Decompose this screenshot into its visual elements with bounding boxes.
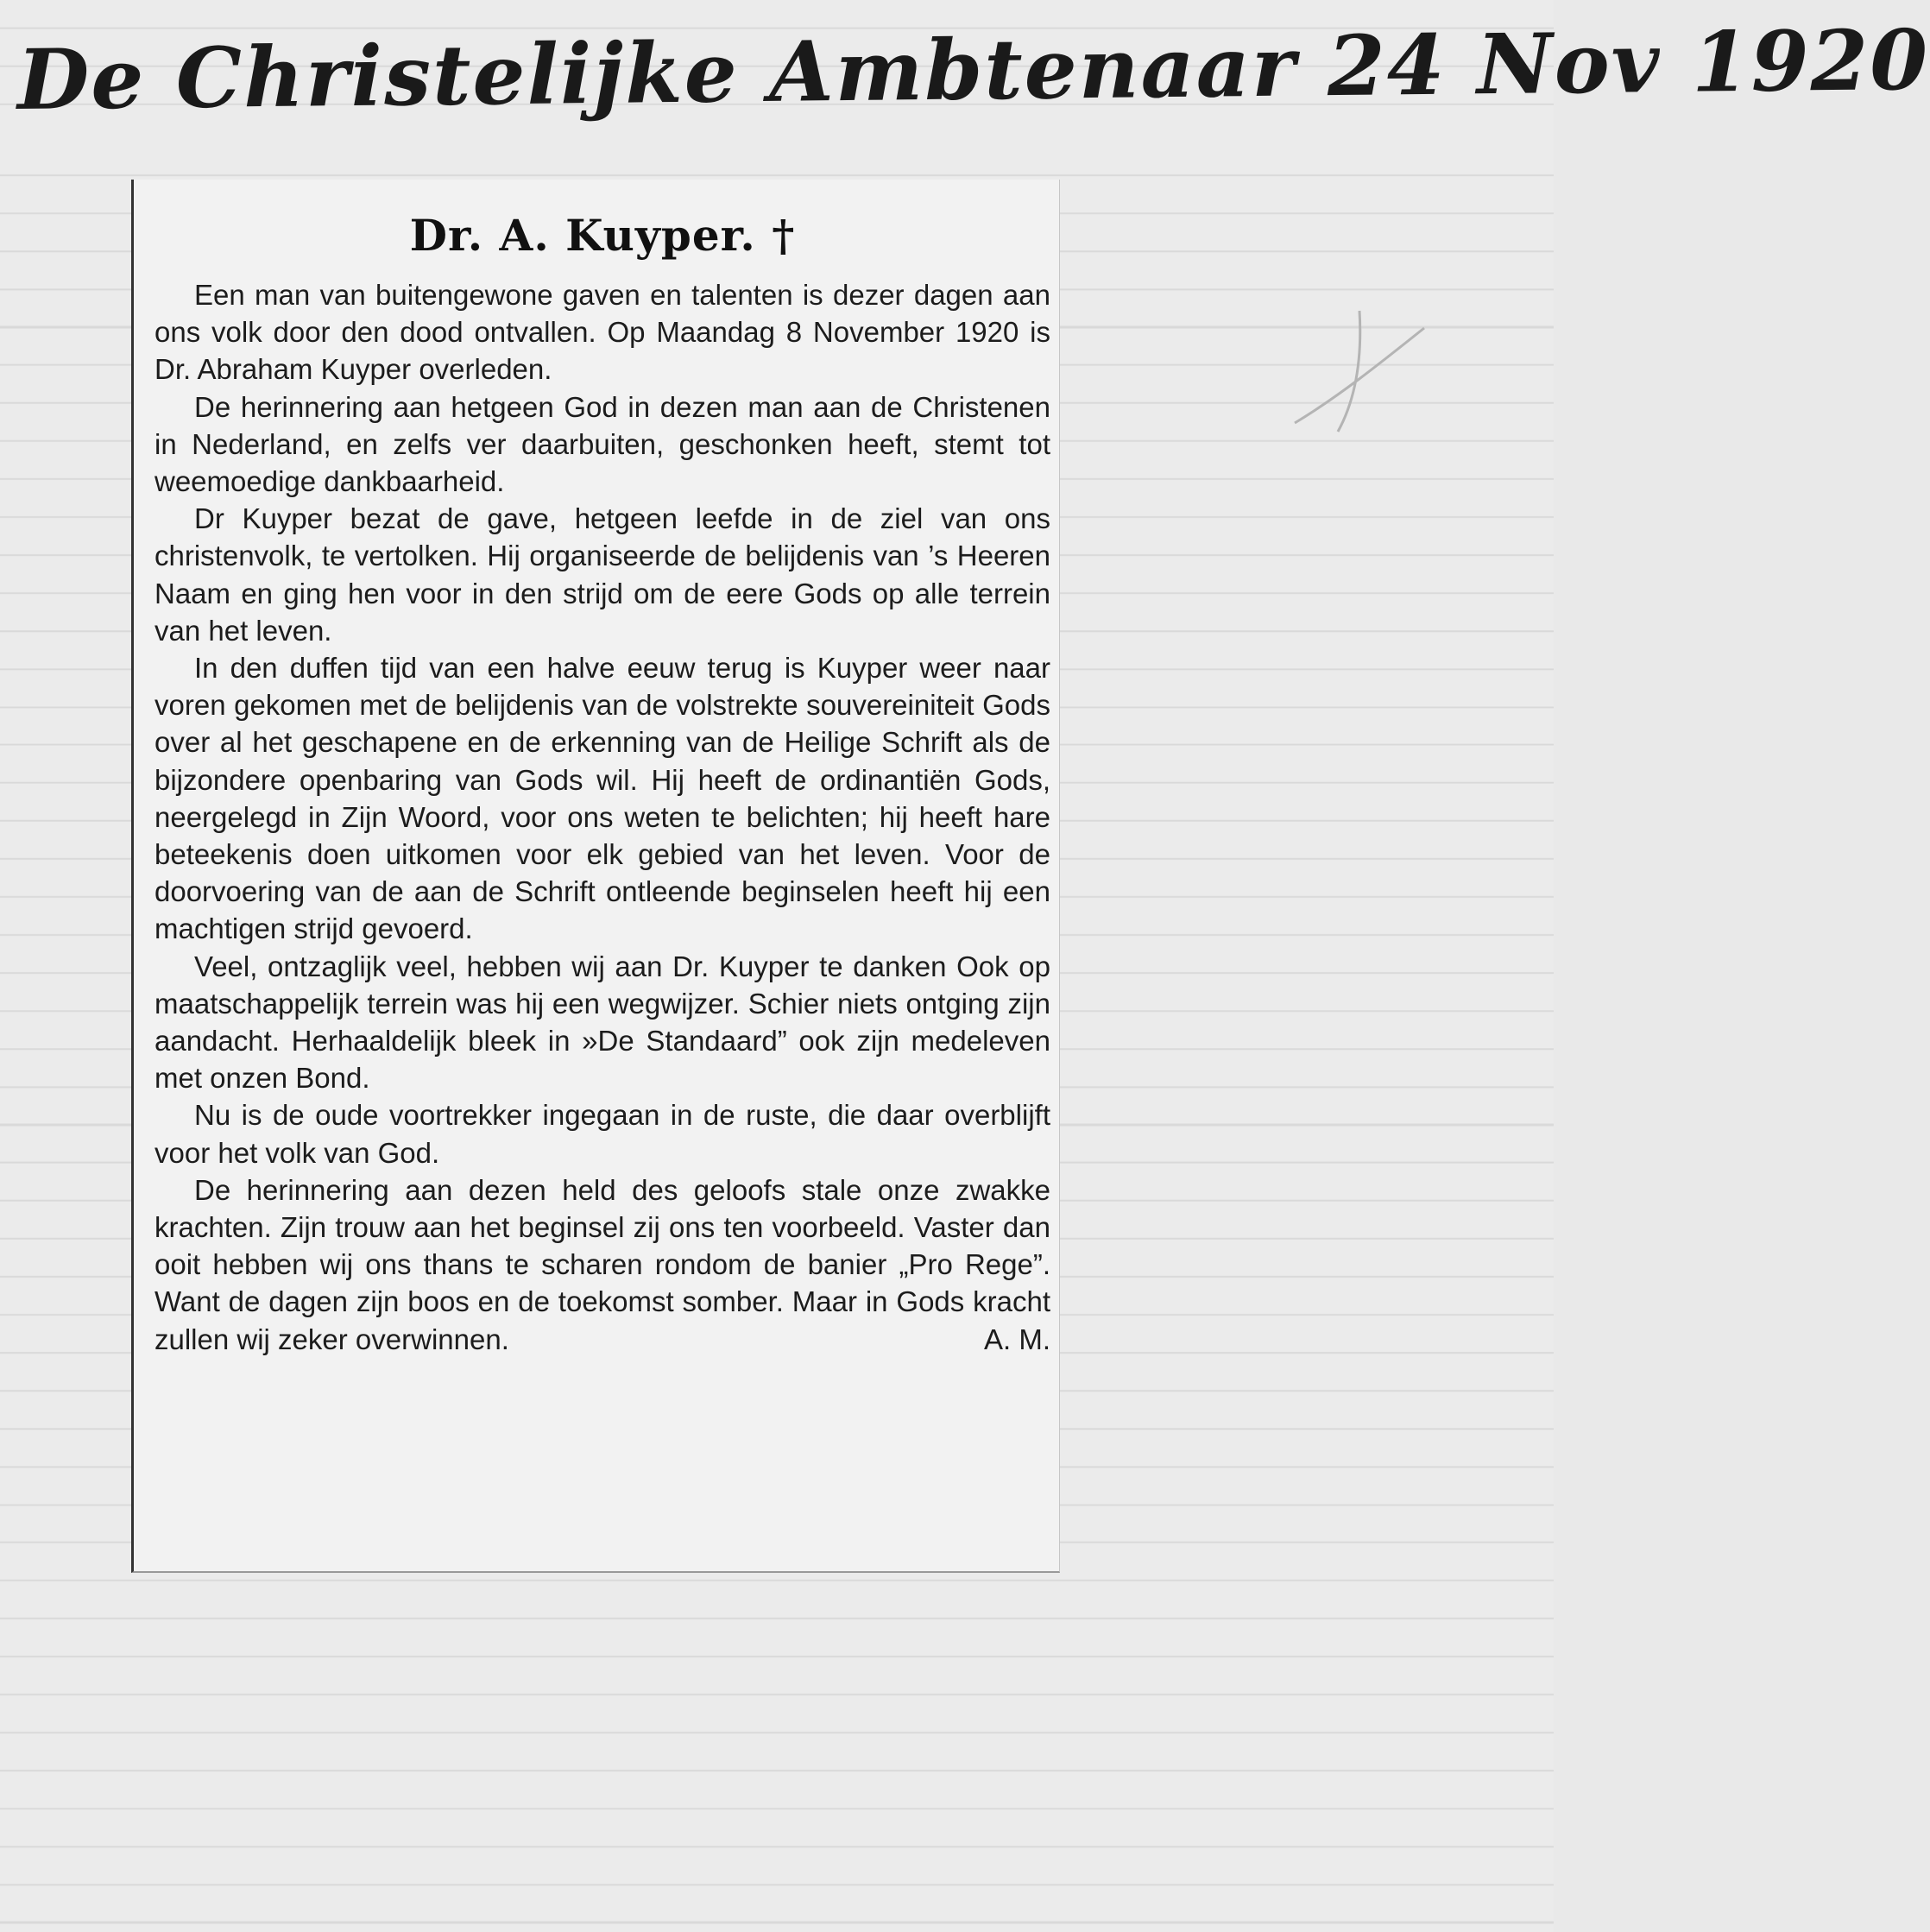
closing-paragraph — [155, 1171, 1050, 1358]
paragraph-2: De herinnering aan hetgeen God in dezen man aan de Christenen in Nederland, en zelfs ver daarbuiten, geschonken heeft, stemt tot weemoedige dankbaarheid. — [155, 390, 1050, 498]
paragraph-6: Nu is de oude voortrekker ingegaan in de ruste, die daar overblijft voor het volk van God. — [155, 1099, 1050, 1169]
paragraph-3: Dr Kuyper bezat de gave, hetgeen leefde in de ziel van ons christenvolk, te vertolken. Hij organiseerde de belijdenis van ’s Heeren Naam en ging hen voor in den strijd om de eere Gods op alle terrein van het leven. — [155, 502, 1050, 647]
paragraph-5: Veel, ontzaglijk veel, hebben wij aan Dr. Kuyper te danken Ook op maatschappelijk terrein was hij een wegwijzer. Schier niets ontging zijn aandacht. Herhaaldelijk bleek in »De Standaard” ook zijn medeleven met onzen Bond. — [155, 950, 1050, 1095]
paragraph-4: In den duffen tijd van een halve eeuw terug is Kuyper weer naar voren gekomen met de belijdenis van de volstrekte souvereiniteit Gods over al het geschapene en de erkenning van de Heilige Schrift als de bijzondere openbaring van Gods wil. Hij heeft de ordinantiën Gods, neergelegd in Zijn Woord, voor ons weten te belichten; hij heeft hare beteekenis doen uitkomen voor elk gebied van het leven. Voor de doorvoering van de aan de Schrift ontleende beginselen heeft hij een machtigen strijd gevoerd. — [155, 652, 1050, 945]
newspaper-clipping — [131, 180, 1060, 1573]
handwritten-note: De Christelijke Ambtenaar 24 Nov 1920 — [16, 10, 1930, 129]
paragraph-7: De herinnering aan dezen held des geloofs stale onze zwakke krachten. Zijn trouw aan het beginsel zij ons ten voorbeeld. Vaster dan ooit hebben wij ons thans te scharen rondom de banier „Pro Rege”. Want de dagen zijn boos en de toekomst somber. Maar in Gods kracht zullen wij zeker overwinnen. — [155, 1173, 1050, 1355]
clipping-headline: Dr. A. Kuyper. † — [409, 210, 796, 261]
paragraph-1: Een man van buitengewone gaven en talenten is dezer dagen aan ons volk door den dood ontvallen. Op Maandag 8 November 1920 is Dr. Abraham Kuyper overleden. — [155, 279, 1050, 386]
author-signature: A. M. — [983, 1323, 1050, 1355]
pen-mark-icon — [1277, 294, 1433, 449]
